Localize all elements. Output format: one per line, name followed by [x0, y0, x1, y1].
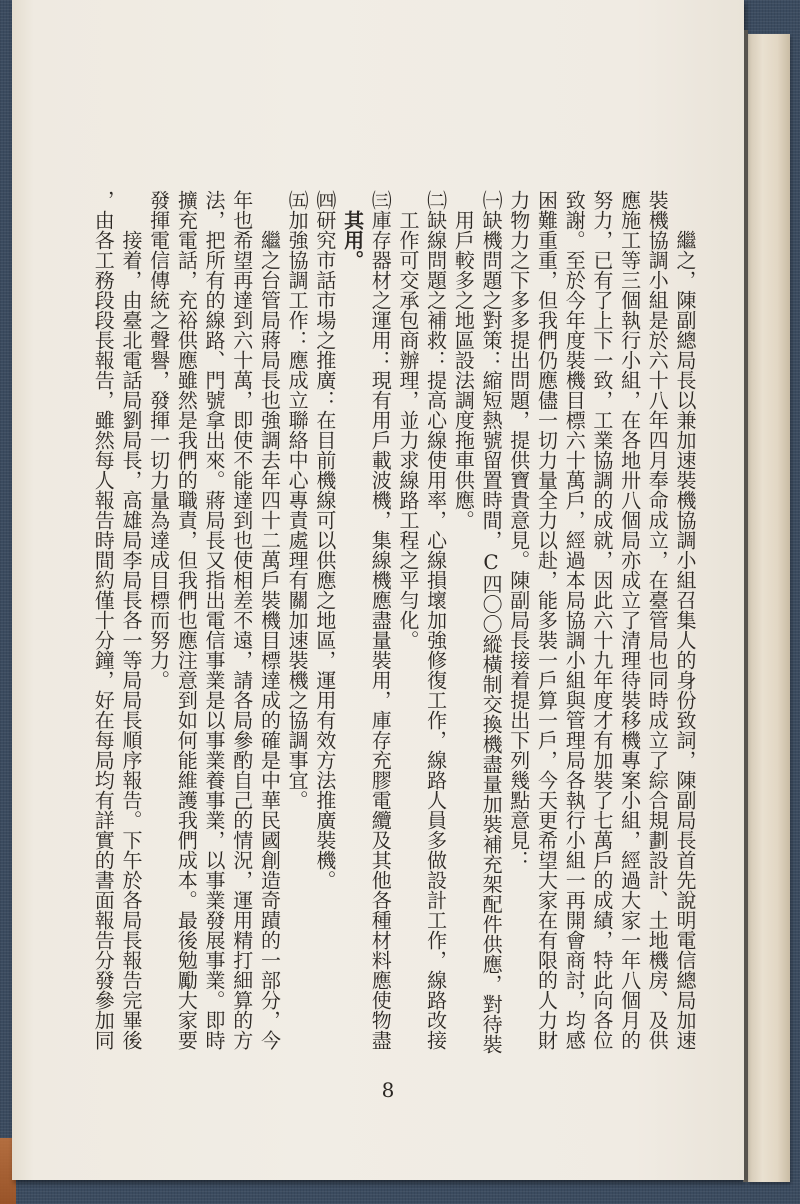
text-column: 致謝。至於今年度裝機目標六十萬戶，經過本局協調小組與管理局各執行小組一再開會商討，均感: [562, 190, 587, 1050]
list-item-column: ㈤加強協調工作：應成立聯絡中心專責處理有關加速裝機之協調事宜。: [285, 190, 310, 810]
vertical-text-block: [86, 190, 698, 1070]
list-item-continuation: 用戶較多之地區設法調度拖車供應。: [451, 210, 476, 530]
text-column: 應施工等三個執行小組，在各地卅八個局亦成立了清理待裝移機專案小組，經過大家一年八個月的: [617, 190, 642, 1050]
text-column: 擴充電話，充裕供應雖然是我們的職責，但我們也應注意到如何能維護我們成本。最後勉勵大家要: [174, 190, 199, 1050]
text-column: 接着，由臺北電話局劉局長，高雄局李局長各一等局局長順序報告。下午於各局長報告完畢後: [118, 230, 143, 1050]
list-item-continuation: 工作可交承包商辦理，並力求線路工程之平勻化。: [395, 210, 420, 650]
list-item-column: ㈠缺機問題之對策：縮短熱號留置時間，C四〇〇縱橫制交換機盡量加裝補充架配件供應，對待裝: [479, 190, 504, 1054]
list-item-continuation: 其用。: [340, 210, 365, 270]
text-column: 發揮電信傳統之聲譽，發揮一切力量為達成目標而努力。: [146, 190, 171, 690]
text-column: 年也希望再達到六十萬，即使不能達到也使相差不遠，請各局參酌自己的情況，運用精打細算的方: [229, 190, 254, 1050]
text-column: 裝機協調小組是於六十八年四月奉命成立，在臺管局也同時成立了綜合規劃設計、土地機房、及供: [645, 190, 670, 1050]
text-column: 繼之台管局蔣局長也強調去年四十二萬戶裝機目標達成的確是中華民國創造奇蹟的一部分，今: [257, 230, 282, 1050]
text-column: 努力，已有了上下一致，工業協調的成就，因此六十九年度才有加裝了七萬戶的成績，特此向各位: [589, 190, 614, 1050]
page-number: 8: [381, 1078, 395, 1102]
text-column: ，由各工務段段長報告，雖然每人報告時間約僅十分鐘，好在每局均有詳實的書面報告分發參加同: [91, 190, 116, 1050]
list-item-column: ㈢庫存器材之運用：現有用戶載波機，集線機應盡量裝用，庫存充膠電纜及其他各種材料應使物盡: [368, 190, 393, 1050]
text-column: 法，把所有的線路、門號拿出來。蔣局長又指出電信事業是以事業養事業，以事業發展事業。即時: [202, 190, 227, 1050]
text-column: 力物力之下多多提出問題，提供寶貴意見。陳副局長接着提出下列幾點意見：: [506, 190, 531, 870]
text-column: 困難重重，但我們仍應儘一切力量全力以赴，能多裝一戶算一戶，今天更希望大家在有限的人力財: [534, 190, 559, 1050]
list-item-column: ㈣研究市話市場之推廣：在目前機線可以供應之地區，運用有效方法推廣裝機。: [312, 190, 337, 890]
text-column: 繼之，陳副總局長以兼加速裝機協調小組召集人的身份致詞，陳副局長首先說明電信總局加速: [673, 230, 697, 1050]
list-item-column: ㈡缺線問題之補救：提高心線使用率，心線損壞加強修復工作，線路人員多做設計工作，線路改接: [423, 190, 448, 1050]
page-stack-edge: [748, 34, 790, 1182]
